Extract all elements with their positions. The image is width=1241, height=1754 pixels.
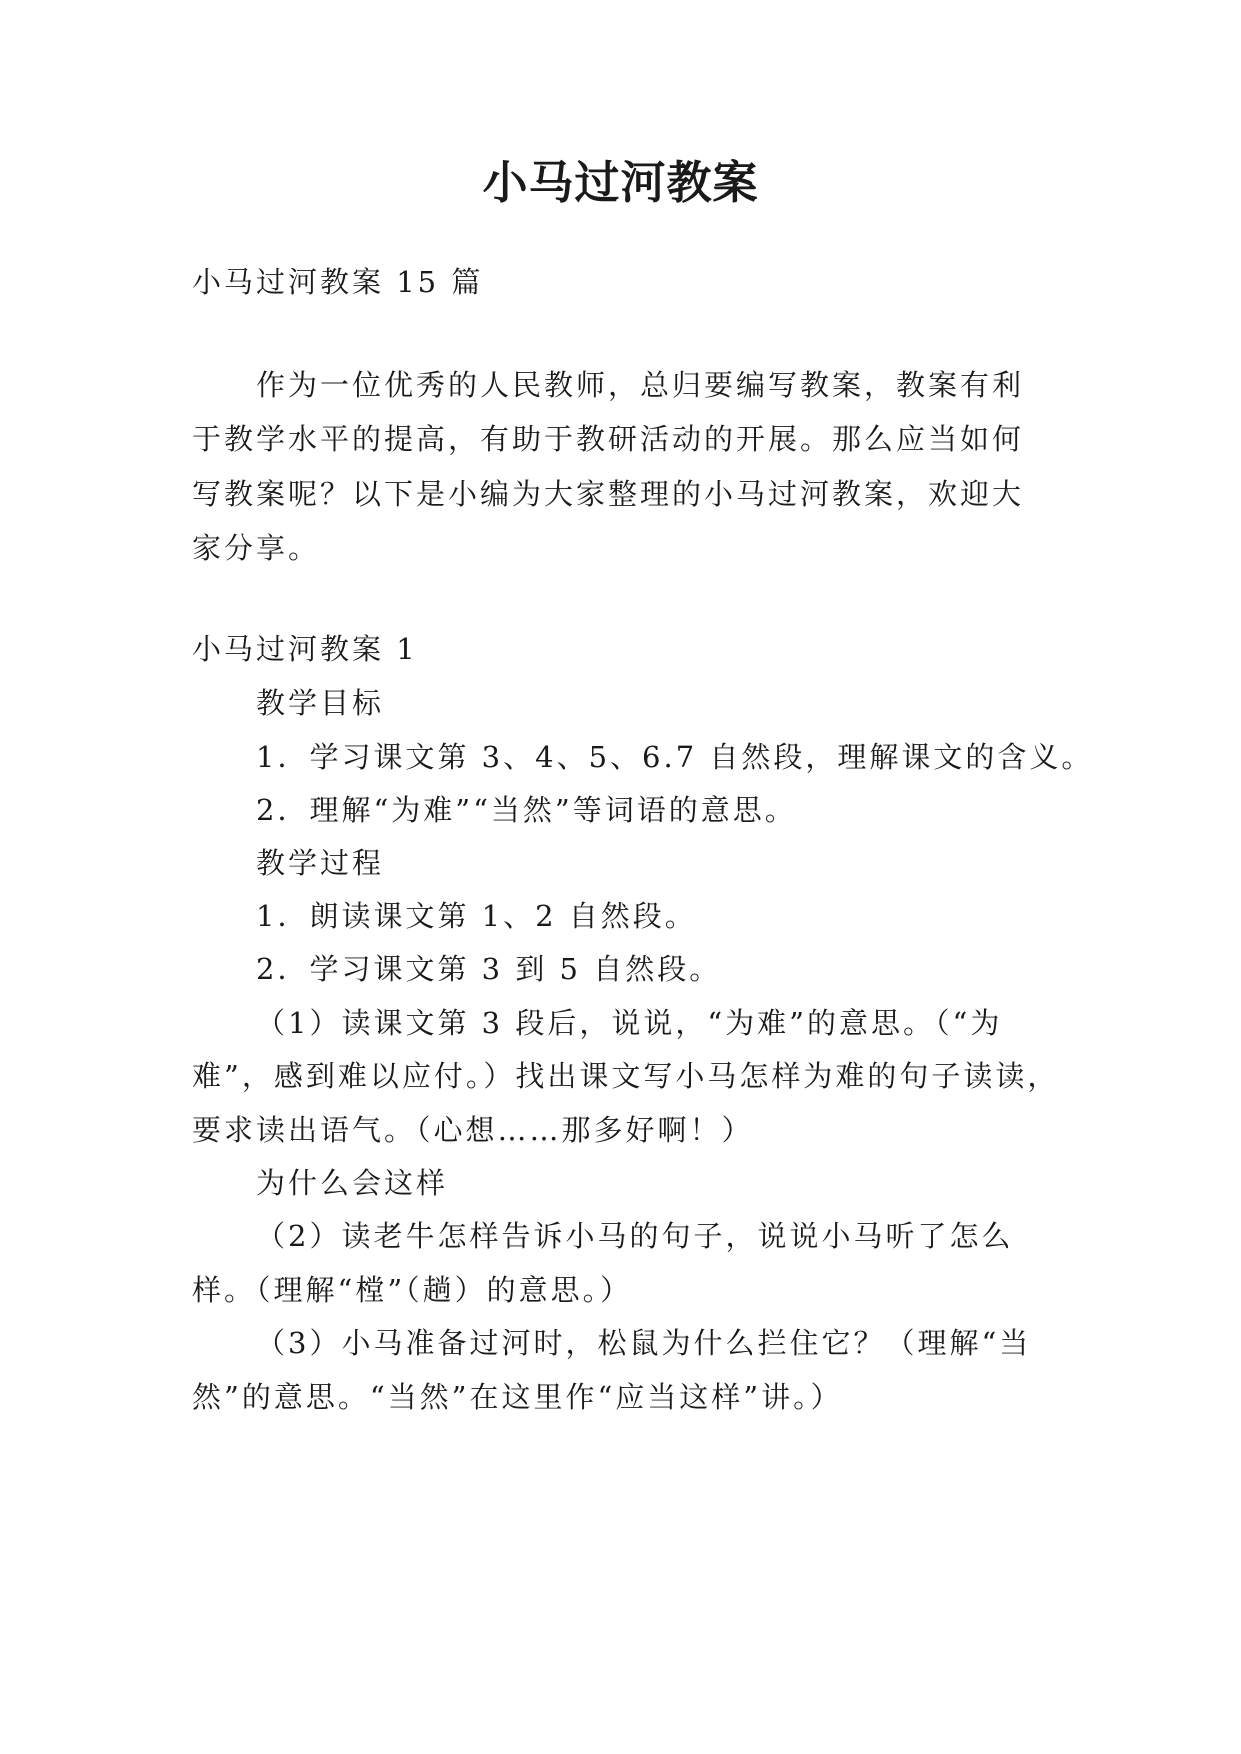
sub-item-line: 然”的意思。“当然”在这里作“应当这样”讲。） bbox=[192, 1380, 843, 1414]
intro-line: 家分享。 bbox=[192, 531, 321, 565]
process-heading: 教学过程 bbox=[256, 846, 385, 880]
step-item: 1．朗读课文第 1、2 自然段。 bbox=[256, 899, 697, 933]
sub-item-line: 要求读出语气。（心想……那多好啊！） bbox=[192, 1113, 754, 1147]
intro-line: 于教学水平的提高，有助于教研活动的开展。那么应当如何 bbox=[192, 422, 1025, 456]
sub-item-line: 样。（理解“樘”（趟）的意思。） bbox=[192, 1273, 633, 1307]
step-item: 2．学习课文第 3 到 5 自然段。 bbox=[256, 952, 722, 986]
section-heading: 小马过河教案 1 bbox=[192, 632, 418, 666]
sub-item-line: 难”，感到难以应付。）找出课文写小马怎样为难的句子读读， bbox=[192, 1059, 1060, 1093]
sub-item-line: （2）读老牛怎样告诉小马的句子，说说小马听了怎么 bbox=[256, 1219, 1014, 1253]
question-line: 为什么会这样 bbox=[256, 1166, 449, 1200]
document-title: 小马过河教案 bbox=[482, 156, 759, 209]
goal-item: 2．理解“为难”“当然”等词语的意思。 bbox=[256, 793, 797, 827]
intro-line: 作为一位优秀的人民教师，总归要编写教案，教案有利 bbox=[256, 368, 1025, 402]
subtitle: 小马过河教案 15 篇 bbox=[192, 265, 484, 299]
sub-item-line: （1）读课文第 3 段后，说说，“为难”的意思。（“为 bbox=[256, 1006, 1003, 1040]
goal-item: 1．学习课文第 3、4、5、6.7 自然段，理解课文的含义。 bbox=[256, 740, 1094, 774]
sub-item-line: （3）小马准备过河时，松鼠为什么拦住它？（理解“当 bbox=[256, 1326, 1032, 1360]
goals-heading: 教学目标 bbox=[256, 686, 385, 720]
intro-line: 写教案呢？以下是小编为大家整理的小马过河教案，欢迎大 bbox=[192, 477, 1025, 511]
